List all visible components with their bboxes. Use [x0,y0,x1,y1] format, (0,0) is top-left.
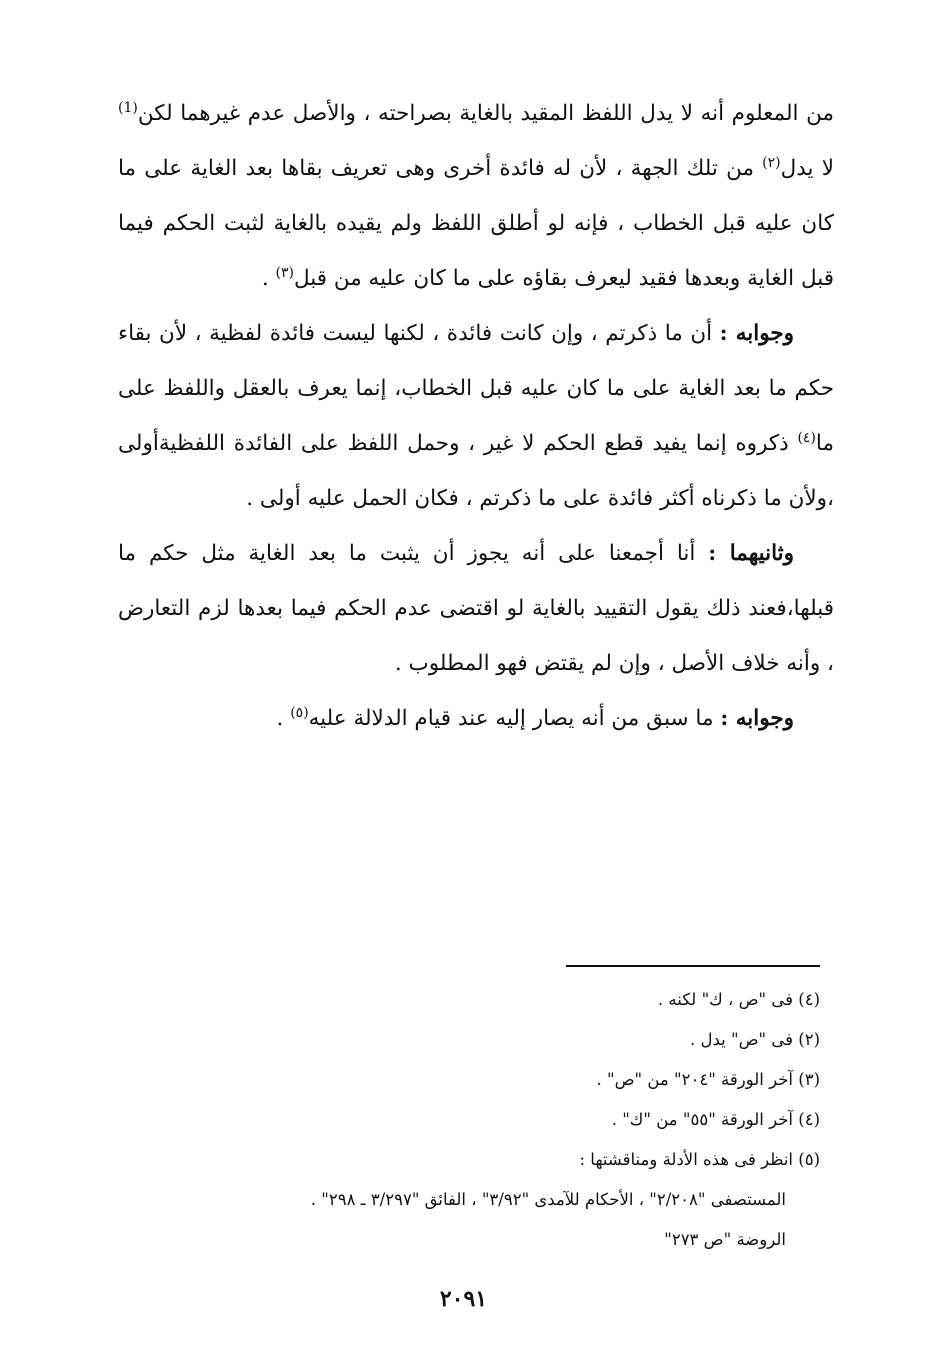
paragraph-1 [118,86,834,306]
footnote-ref-2[interactable]: (٢) [762,154,781,171]
paragraph-lead: وجوابه : [720,706,794,731]
text-run: من المعلوم أنه لا يدل اللفظ المقيد بالغاية بصراحته ، والأصل عدم غيرهما لكن [137,101,834,126]
footnote-4: (٤) آخر الورقة "٥٥" من "ك" . [611,1110,820,1129]
footnote-5-sources-cont: الروضة "ص ٢٧٣" [664,1230,786,1249]
paragraph-4 [118,691,834,746]
main-text [118,86,834,746]
text-run: من تلك الجهة ، لأن له فائدة أخرى وهى تعريف بقاها بعد الغاية على ما كان عليه قبل الخطاب ، فإنه لو أطلق اللفظ ولم يقيده بالغاية لثبت الحكم فيما قبل الغاية وبعدها فقيد ليعرف بقاؤه على ما كان عليه من قبل [118,156,834,291]
footnote-separator [566,965,820,967]
footnote-ref-1[interactable]: (1) [118,99,138,116]
footnote-2: (٢) فى "ص" يدل . [690,1030,820,1049]
page-number: ٢٠٩١ [439,1286,488,1312]
text-run: لا يدل [780,156,834,181]
text-run: ما سبق من أنه يصار إليه عند قيام الدلالة عليه [308,706,721,731]
footnote-5: (٥) انظر فى هذه الأدلة ومناقشتها : [579,1150,820,1169]
paragraph-3 [118,526,834,691]
footnote-ref-3[interactable]: (٣) [275,264,294,281]
footnotes [110,980,826,1260]
text-run: أنا أجمعنا على أنه يجوز أن يثبت ما بعد الغاية مثل حكم ما قبلها،فعند ذلك يقول التقييد بالغاية لو اقتضى عدم الحكم فيما بعدها لزم التعارض ، وأنه خلاف الأصل ، وإن لم يقتض فهو المطلوب . [118,541,834,676]
text-run: . [261,266,276,291]
text-run: . [276,706,291,731]
text-run: ذكروه إنما يفيد قطع الحكم لا غير ، وحمل اللفظ على الفائدة اللفظيةأولى ،ولأن ما ذكرناه أكثر فائدة على ما ذكرتم ، فكان الحمل عليه أولى . [118,431,834,511]
footnote-3: (٣) آخر الورقة "٢٠٤" من "ص" . [596,1070,820,1089]
paragraph-lead: وثانيهما : [708,541,794,566]
footnote-ref-5[interactable]: (٥) [290,704,309,721]
footnote-1: (٤) فى "ص ، ك" لكنه . [657,990,820,1009]
text-run: أن ما ذكرتم ، وإن كانت فائدة ، لكنها ليست فائدة لفظية ، لأن بقاء حكم ما بعد الغاية على ما كان عليه قبل الخطاب، إنما يعرف بالعقل واللفظ على ما [118,321,834,456]
footnote-5-sources: المستصفى "٢/٢٠٨" ، الأحكام للآمدى "٣/٩٢" ، الفائق "٣/٢٩٧ ـ ٢٩٨" . [310,1190,786,1209]
footnote-ref-4[interactable]: (٤) [797,429,816,446]
paragraph-lead: وجوابه : [719,321,795,346]
paragraph-2 [118,306,834,526]
